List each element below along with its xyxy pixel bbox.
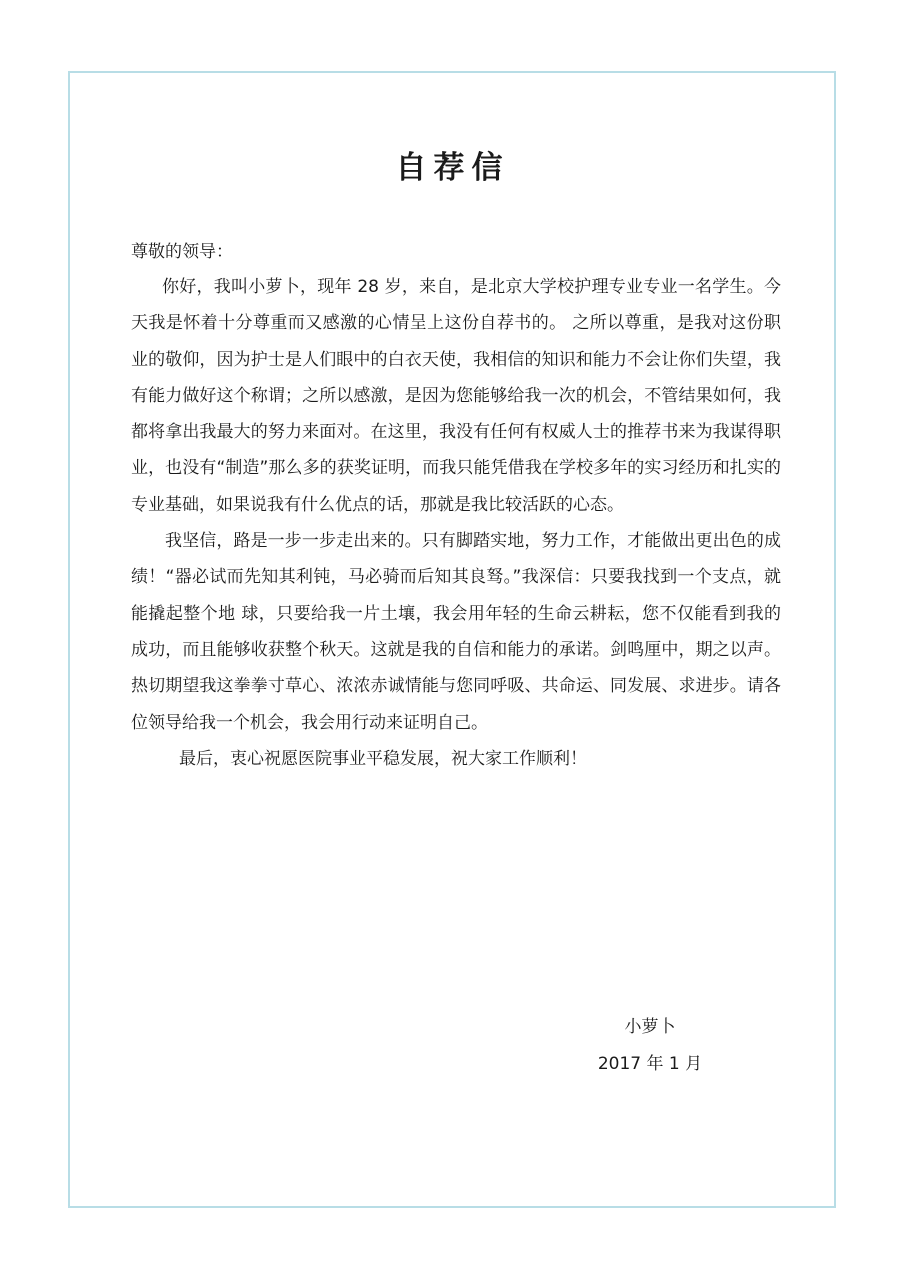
letter-body: [131, 269, 781, 777]
letter-greeting: 尊敬的领导：: [131, 242, 233, 262]
body-paragraph-1: 你好，我叫小萝卜，现年 28 岁，来自，是北京大学校护理专业专业一名学生。今天我是怀着十分尊重而又感激的心情呈上这份自荐书的。 之所以尊重，是我对这份职业的敬仰，因为护士是人们眼中的白衣天使，我相信的知识和能力不会让你们失望，我有能力做好这个称谓；之所以感激，是因为您能够给我一次的机会，不管结果如何，我都将拿出我最大的努力来面对。在这里，我没有任何有权威人士的推荐书来为我谋得职业，也没有“制造”那么多的获奖证明，而我只能凭借我在学校多年的实习经历和扎实的专业基础，如果说我有什么优点的话，那就是我比较活跃的心态。: [131, 277, 781, 515]
letter-title: 自荐信: [395, 150, 510, 186]
signature-name: 小萝卜: [624, 1017, 676, 1037]
body-paragraph-3: 最后，衷心祝愿医院事业平稳发展，祝大家工作顺利！: [179, 748, 587, 769]
body-paragraph-2: 我坚信，路是一步一步走出来的。只有脚踏实地，努力工作，才能做出更出色的成绩！“器必试而先知其利钝，马必骑而后知其良驽。”我深信：只要我找到一个支点，就能撬起整个地 球，只要给我一片土壤，我会用年轻的生命云耕耘，您不仅能看到我的成功，而且能够收获整个秋天。这就是我的自信和能力的承诺。剑鸣厘中，期之以声。热切期望我这拳拳寸草心、浓浓赤诚情能与您同呼吸、共命运、同发展、求进步。请各位领导给我一个机会，我会用行动来证明自己。: [131, 531, 781, 733]
signature-date: 2017 年 1 月: [597, 1054, 703, 1074]
